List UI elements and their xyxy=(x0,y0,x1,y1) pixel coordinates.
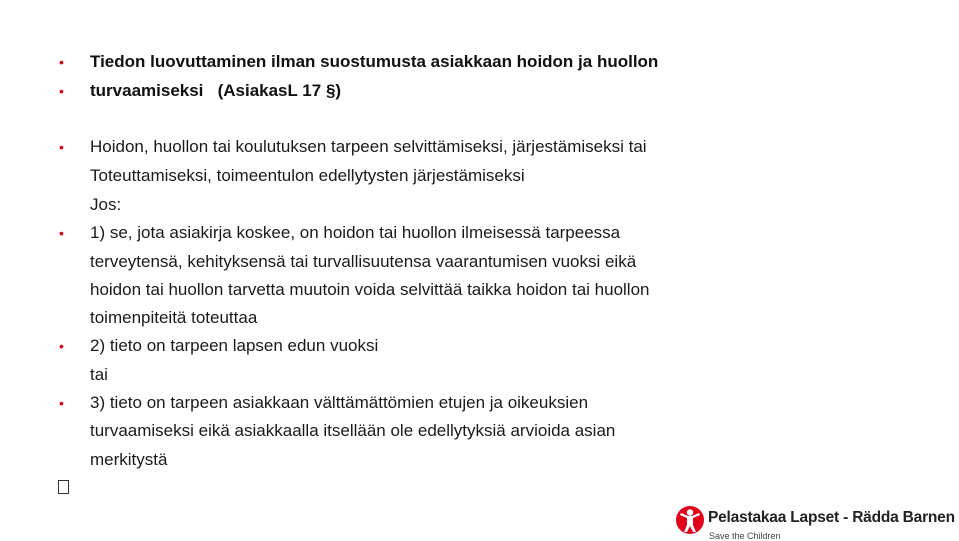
body-line: tai xyxy=(90,365,108,384)
body-line: turvaamiseksi eikä asiakkaalla itsellään ole edellytyksiä arvioida asian xyxy=(90,421,616,440)
body-line: toimenpiteitä toteuttaa xyxy=(90,308,258,327)
missing-glyph-icon xyxy=(58,480,69,494)
body-line: Jos: xyxy=(90,195,122,214)
save-the-children-logo-icon xyxy=(674,503,706,537)
bullet-marker: • xyxy=(59,83,64,99)
body-line: 1) se, jota asiakirja koskee, on hoidon tai huollon ilmeisessä tarpeessa xyxy=(90,223,621,242)
bullet-marker: • xyxy=(59,54,64,70)
body-line: Toteuttamiseksi, toimeentulon edellytysten järjestämiseksi xyxy=(90,166,525,185)
body-line: terveytensä, kehityksensä tai turvallisuutensa vaarantumisen vuoksi eikä xyxy=(90,252,637,271)
bullet-marker: • xyxy=(59,338,64,354)
body-line: merkitystä xyxy=(90,450,168,469)
body-line: Hoidon, huollon tai koulutuksen tarpeen selvittämiseksi, järjestämiseksi tai xyxy=(90,137,647,156)
logo-name: Pelastakaa Lapset - Rädda Barnen xyxy=(708,509,955,526)
heading-line-2: turvaamiseksi (AsiakasL 17 §) xyxy=(90,81,342,100)
bullet-marker: • xyxy=(59,225,64,241)
body-line: hoidon tai huollon tarvetta muutoin voida selvittää taikka hoidon tai huollon xyxy=(90,280,650,299)
logo xyxy=(674,503,959,541)
bullet-marker: • xyxy=(59,139,64,155)
body-line: 3) tieto on tarpeen asiakkaan välttämättömien etujen ja oikeuksien xyxy=(90,393,589,412)
heading-line-1: Tiedon luovuttaminen ilman suostumusta asiakkaan hoidon ja huollon xyxy=(90,52,659,71)
body-line: 2) tieto on tarpeen lapsen edun vuoksi xyxy=(90,336,379,355)
bullet-marker: • xyxy=(59,395,64,411)
logo-tagline: Save the Children xyxy=(709,531,781,541)
